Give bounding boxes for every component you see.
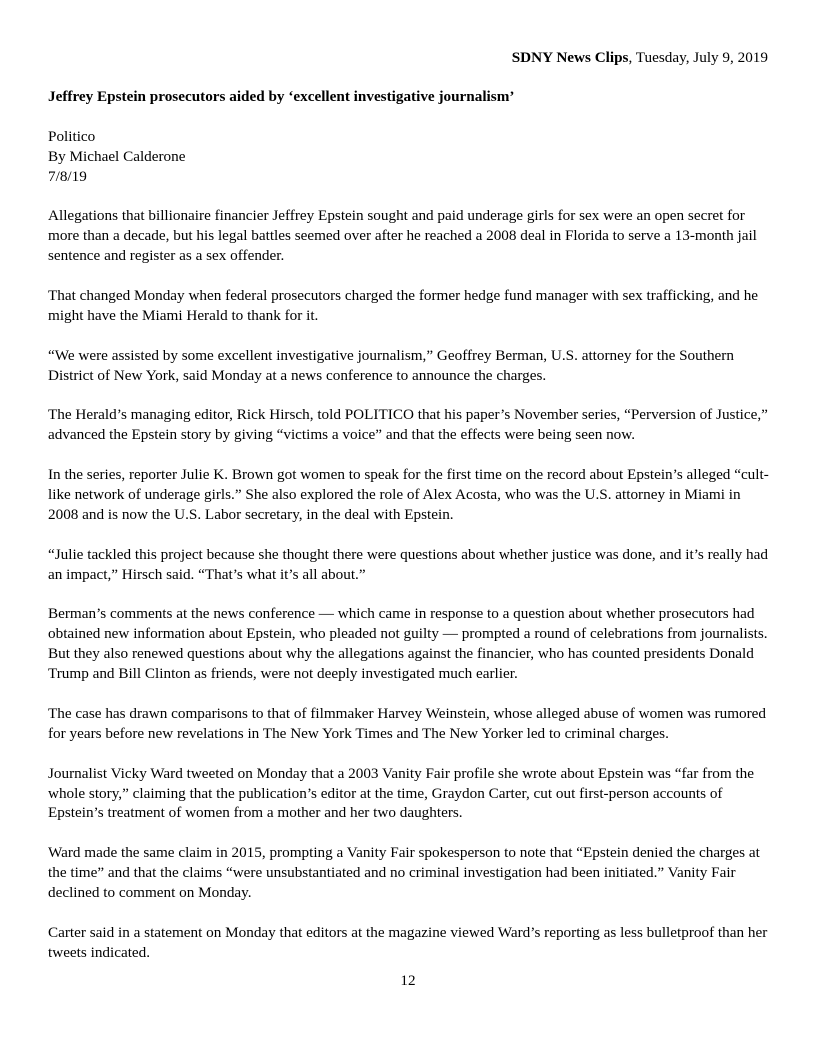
running-header — [512, 48, 768, 67]
paragraph: “We were assisted by some excellent investigative journalism,” Geoffrey Berman, U.S. attorney for the Southern District of New York, said Monday at a news conference to announce the charges. — [48, 346, 734, 384]
byline-block — [48, 127, 770, 187]
paragraph: Journalist Vicky Ward tweeted on Monday that a 2003 Vanity Fair profile she wrote about Epstein was “far from the whole story,” claiming that the publication’s editor at the time, Graydon Carter, cut out first-person accounts of Epstein’s treatment of women from a mother and her two daughters. — [48, 764, 755, 822]
paragraph: Carter said in a statement on Monday that editors at the magazine viewed Ward’s reporting as less bulletproof than her tweets indicated. — [48, 923, 768, 961]
header-date: , Tuesday, July 9, 2019 — [628, 49, 768, 66]
article-date: 7/8/19 — [48, 167, 87, 185]
article-source: Politico — [48, 127, 96, 145]
page-number: 12 — [400, 972, 416, 989]
paragraph: In the series, reporter Julie K. Brown got women to speak for the first time on the record about Epstein’s alleged “cult-like network of underage girls.” She also explored the role of Alex Acosta, who was the U.S. attorney in Miami in 2008 and is now the U.S. Labor secretary, in the deal with Epstein. — [48, 466, 769, 523]
paragraph: “Julie tackled this project because she thought there were questions about whether justice was done, and it’s really had an impact,” Hirsch said. “That’s what it’s all about.” — [48, 545, 768, 583]
paragraph: The case has drawn comparisons to that of filmmaker Harvey Weinstein, whose alleged abuse of women was rumored for years before new revelations in The New York Times and The New Yorker led to criminal charges. — [48, 704, 766, 742]
paragraph: The Herald’s managing editor, Rick Hirsch, told POLITICO that his paper’s November series, “Perversion of Justice,” advanced the Epstein story by giving “victims a voice” and that the effects were being seen now. — [48, 406, 768, 444]
paragraph: Berman’s comments at the news conference — which came in response to a question about whether prosecutors had obtained new information about Epstein, who pleaded not guilty — prompted a round of celebrations from journalists. But they also renewed questions about why the allegations against the financier, who has counted presidents Donald Trump and Bill Clinton as friends, were not deeply investigated much earlier. — [48, 605, 768, 683]
paragraph: Allegations that billionaire financier Jeffrey Epstein sought and paid underage girls for sex were an open secret for more than a decade, but his legal battles seemed over after he reached a 2008 deal in Florida to serve a 13-month jail sentence and register as a sex offender. — [48, 207, 757, 265]
article-headline: Jeffrey Epstein prosecutors aided by ‘excellent investigative journalism’ — [48, 88, 515, 105]
header-publication: SDNY News Clips — [511, 49, 629, 66]
paragraph: Ward made the same claim in 2015, prompting a Vanity Fair spokesperson to note that “Epstein denied the charges at the time” and that the claims “were unsubstantiated and no criminal investigation had been initiated.” Vanity Fair declined to comment on Monday. — [48, 844, 760, 902]
article-body — [48, 87, 770, 983]
article-author: By Michael Calderone — [48, 147, 186, 165]
paragraph: That changed Monday when federal prosecutors charged the former hedge fund manager with sex trafficking, and he might have the Miami Herald to thank for it. — [48, 287, 759, 324]
